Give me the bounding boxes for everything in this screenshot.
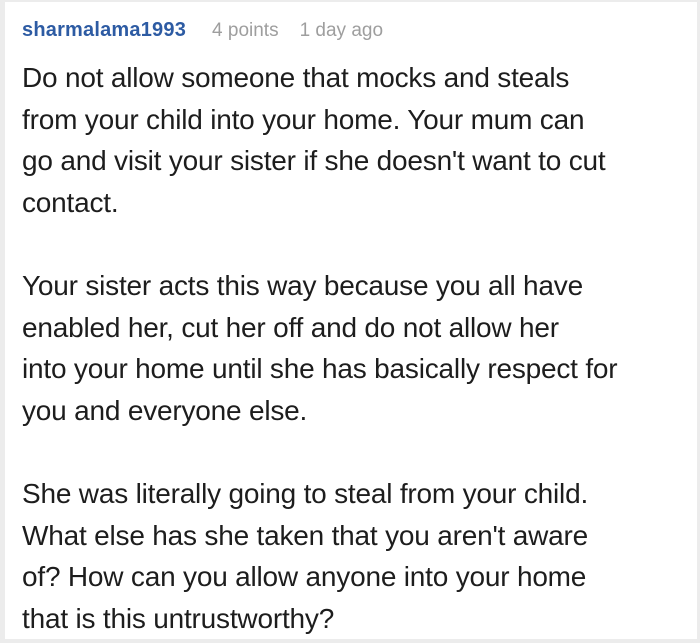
comment-text-line: that is this untrustworthy? <box>22 602 335 634</box>
comment-paragraph <box>22 265 679 431</box>
comment-card <box>5 2 697 639</box>
comment-meta <box>212 19 383 43</box>
comment-text-line: She was literally going to steal from your child. <box>22 478 589 509</box>
comment-text-line: What else has she taken that you aren't aware <box>22 519 589 551</box>
comment-paragraph <box>22 57 679 223</box>
comment-score: 4 points <box>212 20 279 41</box>
comment-text-line: of? How can you allow anyone into your home <box>22 561 587 592</box>
comment-text-line: go and visit your sister if she doesn't want to cut <box>22 145 606 176</box>
comment-text-line: you and everyone else. <box>22 394 308 426</box>
comment-text-line: enabled her, cut her off and do not allow her <box>22 311 559 343</box>
comment-paragraph <box>22 473 679 639</box>
comment-header <box>22 18 679 43</box>
comment-author-link[interactable]: sharmalama1993 <box>22 19 187 41</box>
comment-text-line: Your sister acts this way because you all have <box>22 270 583 301</box>
comment-text-line: Do not allow someone that mocks and steals <box>22 62 570 93</box>
comment-text-line: contact. <box>22 186 119 218</box>
comment-body <box>22 57 679 639</box>
comment-timestamp: 1 day ago <box>299 20 384 41</box>
comment-text-line: into your home until she has basically respect for <box>22 353 618 384</box>
comment-text-line: from your child into your home. Your mum can <box>22 103 585 135</box>
